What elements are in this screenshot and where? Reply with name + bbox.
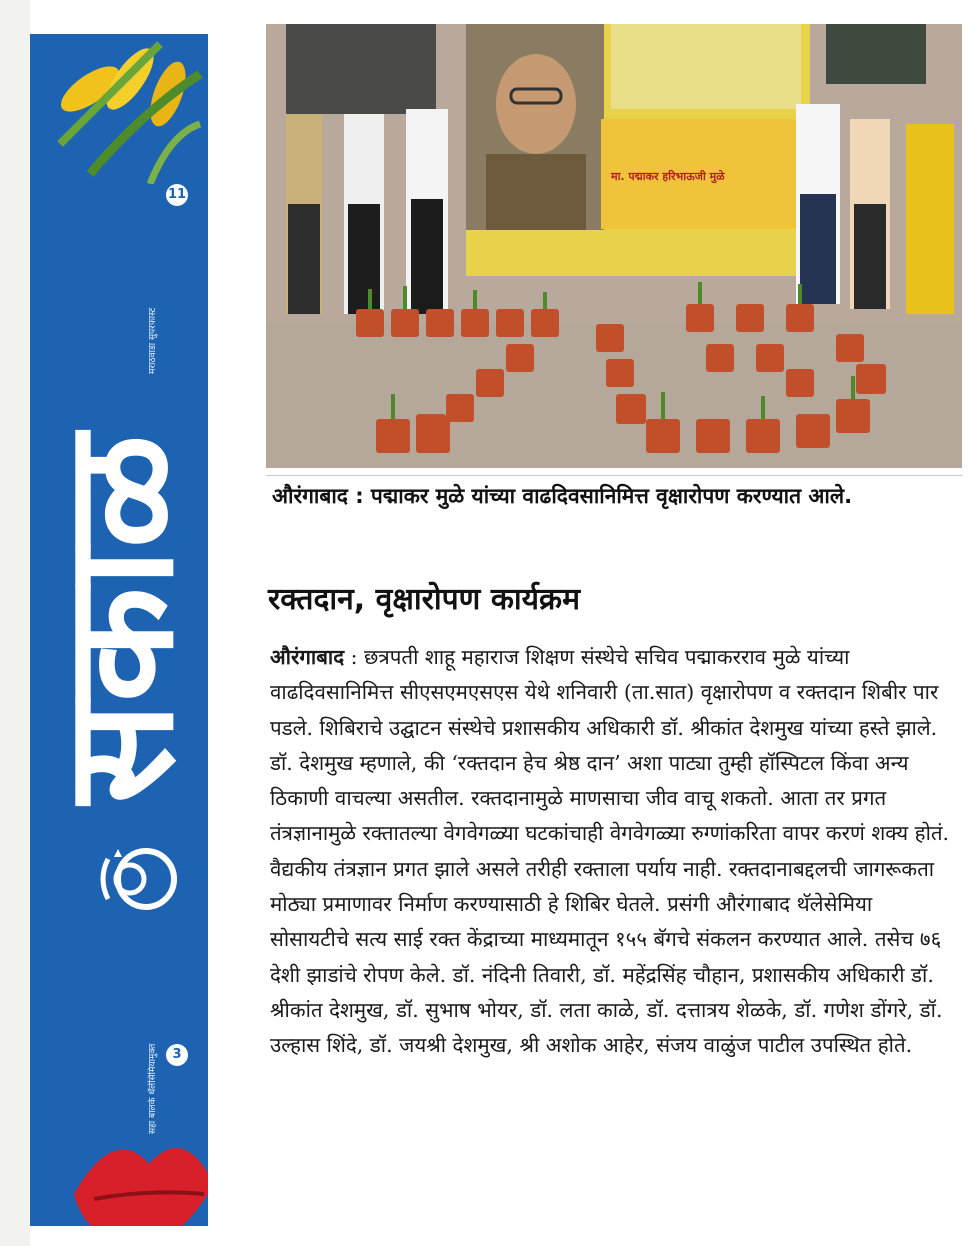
article-body (270, 640, 956, 1064)
corn-illustration (50, 34, 208, 184)
page-number-bottom: 3 (166, 1044, 188, 1066)
masthead-strip (30, 34, 208, 1226)
banner-name: मा. पद्माकर हरिभाऊजी मुळे (611, 170, 725, 183)
lips-illustration (64, 1104, 208, 1226)
article-body-text: : छत्रपती शाहू महाराज शिक्षण संस्थेचे सचिव पद्माकरराव मुळे यांच्या वाढदिवसानिमित्त सीएसएमएसएस येथे शनिवारी (ता.सात) वृक्षारोपण व रक्तदान शिबीर पार पडले. शिबिराचे उद्घाटन संस्थेचे प्रशासकीय अधिकारी डॉ. श्रीकांत देशमुख यांच्या हस्ते झाले. डॉ. देशमुख म्हणाले, की ‘रक्तदान हेच श्रेष्ठ दान’ अशा पाट्या तुम्ही हॉस्पिटल किंवा अन्य ठिकाणी वाचल्या असतील. रक्तदानामुळे माणसाचा जीव वाचू शकतो. आता तर प्रगत तंत्रज्ञानामुळे रक्तातल्या वेगवेगळ्या घटकांचाही वेगवेगळ्या रुग्णांकरिता वापर करणं शक्य होतं. वैद्यकीय तंत्रज्ञान प्रगत झाले असले तरीही रक्ताला पर्याय नाही. रक्तदानाबद्दलची जागरूकता मोठ्या प्रमाणावर निर्माण करण्यासाठी हे शिबिर घेतले. प्रसंगी औरंगाबाद थॅलेसेमिया सोसायटीचे सत्य साई रक्त केंद्राच्या माध्यमातून १५५ बॅगचे संकलन करण्यात आले. तसेच ७६ देशी झाडांचे रोपण केले. डॉ. नंदिनी तिवारी, डॉ. महेंद्रसिंह चौहान, प्रशासकीय अधिकारी डॉ. श्रीकांत देशमुख, डॉ. सुभाष भोयर, डॉ. लता काळे, डॉ. दत्तात्रय शेळके, डॉ. गणेश डोंगरे, डॉ. उल्हास शिंदे, डॉ. जयश्री देशमुख, श्री अशोक आहेर, संजय वाळुंज पाटील उपस्थित होते. (270, 645, 950, 1058)
caption-divider (266, 475, 962, 476)
article-dateline: औरंगाबाद (270, 645, 345, 669)
people-and-plants (266, 24, 962, 468)
left-margin (0, 0, 30, 1246)
masthead-edge (208, 34, 260, 1226)
article-headline: रक्तदान, वृक्षारोपण कार्यक्रम (268, 582, 581, 617)
event-photo (266, 24, 962, 468)
masthead-title: सकाळ (31, 434, 207, 804)
sakal-emblem-icon (88, 829, 188, 929)
masthead-title-area (30, 384, 208, 854)
photo-caption: औरंगाबाद : पद्माकर मुळे यांच्या वाढदिवसानिमित्त वृक्षारोपण करण्यात आले. (272, 484, 853, 508)
masthead-tagline-bottom: सहा बालके थॅलेसिमियामुक्त (148, 1043, 158, 1134)
page-number-top: 11 (166, 184, 188, 206)
masthead-tagline-top: मराठवाडा सुपरफास्ट (148, 307, 158, 374)
